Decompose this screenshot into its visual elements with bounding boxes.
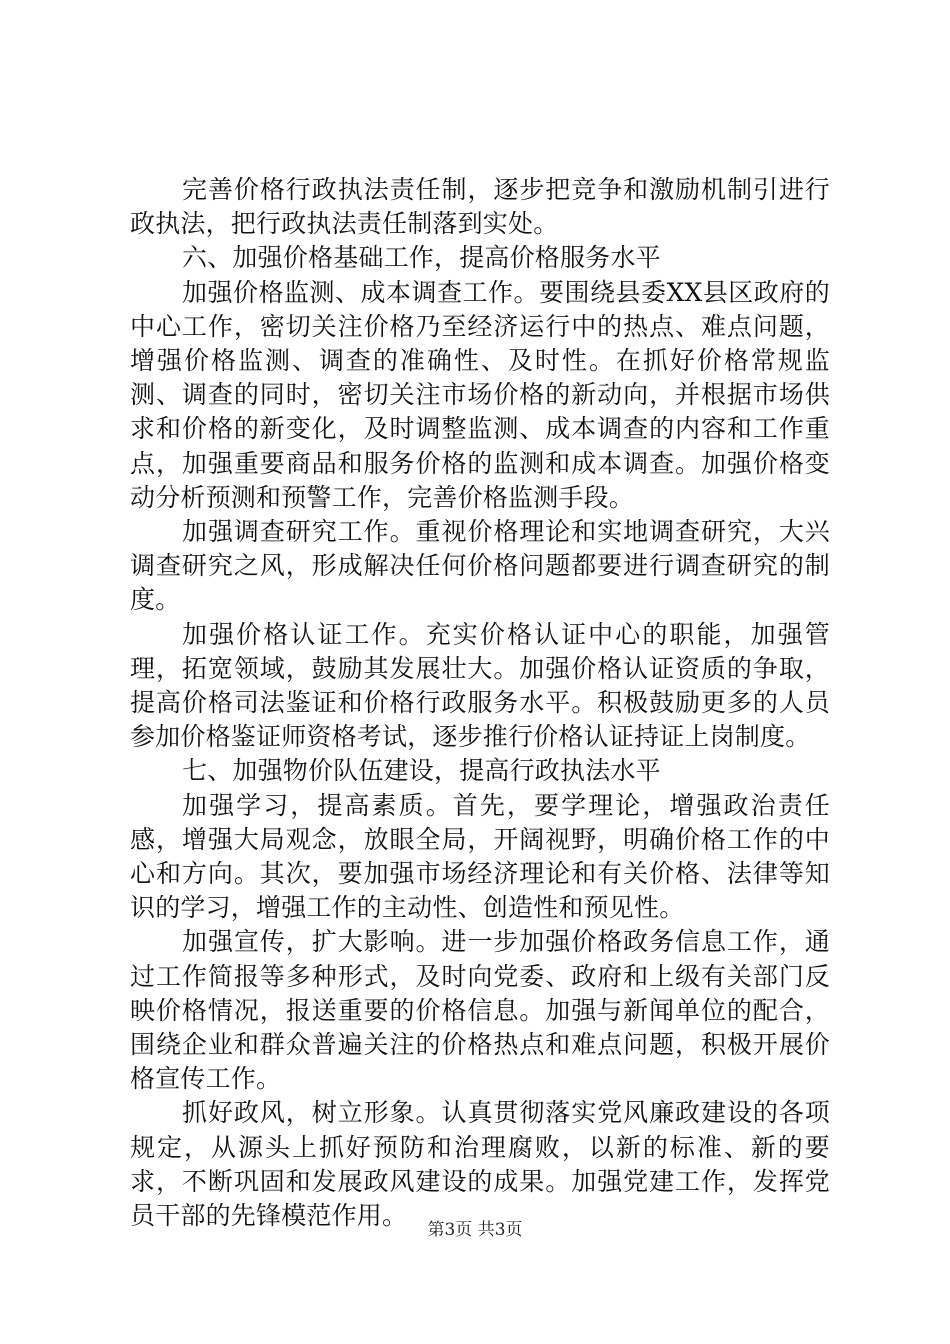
paragraph-research: 加强调查研究工作。重视价格理论和实地调查研究，大兴调查研究之风，形成解决任何价格问题都要进行调查研究的制度。 — [130, 517, 830, 615]
paragraph-price-certification: 加强价格认证工作。充实价格认证中心的职能，加强管理，拓宽领域，鼓励其发展壮大。加强价格认证资质的争取，提高价格司法鉴证和价格行政服务水平。积极鼓励更多的人员参加价格鉴证师资格考试，逐步推行价格认证持证上岗制度。 — [130, 619, 830, 752]
paragraph-study: 加强学习，提高素质。首先，要学理论，增强政治责任感，增强大局观念，放眼全局，开阔视野，明确价格工作的中心和方向。其次，要加强市场经济理论和有关价格、法律等知识的学习，增强工作的主动性、创造性和预见性。 — [130, 790, 830, 923]
document-body — [130, 173, 830, 1233]
section-heading-7: 七、加强物价队伍建设，提高行政执法水平 — [182, 756, 661, 786]
paragraph-publicity: 加强宣传，扩大影响。进一步加强价格政务信息工作，通过工作简报等多种形式，及时向党委、政府和上级有关部门反映价格情况，报送重要的价格信息。加强与新闻单位的配合，围绕企业和群众普遍关注的价格热点和难点问题，积极开展价格宣传工作。 — [130, 927, 830, 1094]
paragraph-conduct: 抓好政风，树立形象。认真贯彻落实党风廉政建设的各项规定，从源头上抓好预防和治理腐败，以新的标准、新的要求，不断巩固和发展政风建设的成果。加强党建工作，发挥党员干部的先锋模范作用。 — [130, 1098, 830, 1231]
page-footer: 第3页 共3页 — [427, 1220, 523, 1240]
paragraph-price-monitoring: 加强价格监测、成本调查工作。要围绕县委XX县区政府的中心工作，密切关注价格乃至经济运行中的热点、难点问题，增强价格监测、调查的准确性、及时性。在抓好价格常规监测、调查的同时，密切关注市场价格的新动向，并根据市场供求和价格的新变化，及时调整监测、成本调查的内容和工作重点，加强重要商品和服务价格的监测和成本调查。加强价格变动分析预测和预警工作，完善价格监测手段。 — [130, 277, 830, 512]
section-heading-6: 六、加强价格基础工作，提高价格服务水平 — [182, 243, 661, 273]
paragraph-enforcement-responsibility: 完善价格行政执法责任制，逐步把竞争和激励机制引进行政执法，把行政执法责任制落到实处。 — [130, 175, 830, 239]
